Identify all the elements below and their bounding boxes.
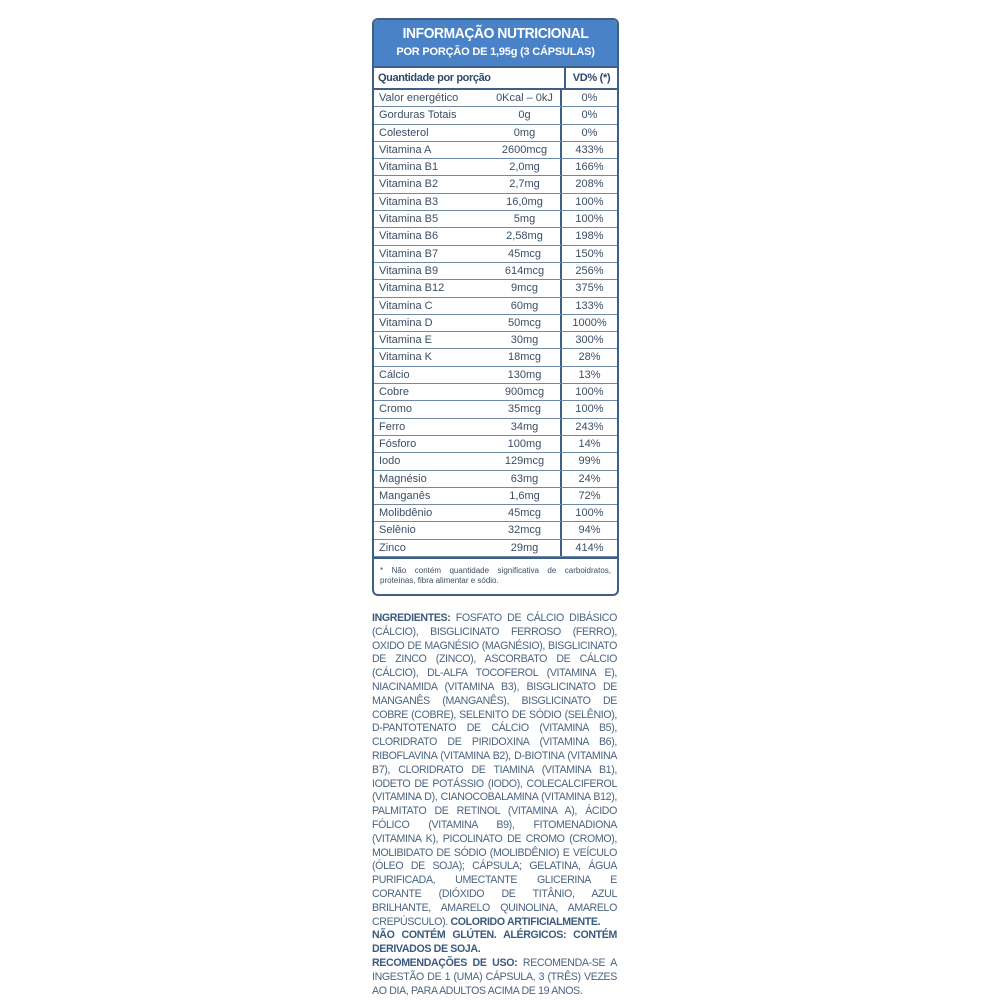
nutrient-name: Vitamina B7 — [379, 247, 439, 260]
serving-size: POR PORÇÃO DE 1,95g (3 CÁPSULAS) — [396, 46, 595, 58]
nutrient-vd: 100% — [575, 195, 604, 208]
nutrient-quantity: 2,7mg — [489, 176, 562, 192]
nutrient-vd: 100% — [575, 386, 604, 399]
nutrient-row — [374, 384, 617, 401]
nutrient-quantity: 0Kcal – 0kJ — [489, 90, 562, 106]
nutrient-name: Vitamina C — [379, 299, 433, 312]
nutrient-vd: 24% — [578, 472, 601, 485]
nutrient-name: Manganês — [379, 489, 431, 502]
nutrient-quantity: 45mcg — [489, 505, 562, 521]
nutrient-vd: 94% — [578, 524, 601, 537]
nutrient-row — [374, 194, 617, 211]
nutrient-name: Vitamina B5 — [379, 213, 439, 226]
recommendation-text: RECOMENDA-SE A INGESTÃO DE 1 (UMA) CÁPSULA, 3 (TRÊS) VEZES AO DIA, PARA ADULTOS ACIMA DE 19 ANOS. — [372, 956, 617, 997]
nutrient-quantity: 129mcg — [489, 453, 562, 469]
nutrient-row — [374, 315, 617, 332]
nutrient-row — [374, 90, 617, 107]
nutrient-vd: 100% — [575, 507, 604, 520]
nutrient-row — [374, 471, 617, 488]
nutrient-row — [374, 401, 617, 418]
nutrient-name: Ferro — [379, 420, 406, 433]
allergens-text: NÃO CONTÉM GLÚTEN. ALÉRGICOS: CONTÉM DERIVADOS DE SOJA. — [372, 929, 617, 956]
ingredients-paragraph — [372, 612, 617, 929]
nutrient-vd: 208% — [575, 178, 604, 191]
nutrient-row — [374, 298, 617, 315]
nutrient-name: Fósforo — [379, 437, 417, 450]
nutrient-row — [374, 419, 617, 436]
nutrient-vd: 1000% — [572, 316, 607, 329]
nutrient-row — [374, 453, 617, 470]
nutrient-quantity: 0g — [489, 107, 562, 123]
nutrient-name: Vitamina D — [379, 316, 433, 329]
nutrient-rows — [374, 90, 617, 557]
nutrient-vd: 433% — [575, 143, 604, 156]
nutrient-vd: 99% — [578, 455, 601, 468]
nutrient-name: Vitamina B3 — [379, 195, 439, 208]
nutrient-row — [374, 505, 617, 522]
nutrient-quantity: 63mg — [489, 471, 562, 487]
quantity-column-header: Quantidade por porção — [374, 68, 566, 88]
nutrient-name: Iodo — [379, 455, 401, 468]
nutrient-vd: 133% — [575, 299, 604, 312]
nutrient-quantity: 100mg — [489, 436, 562, 452]
nutrient-row — [374, 280, 617, 297]
nutrient-name: Gorduras Totais — [379, 109, 457, 122]
nutrient-row — [374, 436, 617, 453]
nutrient-name: Zinco — [379, 541, 406, 554]
nutrient-vd: 414% — [575, 541, 604, 554]
nutrient-quantity: 130mg — [489, 367, 562, 383]
nutrient-name: Vitamina A — [379, 143, 432, 156]
nutrient-quantity: 900mcg — [489, 384, 562, 400]
nutrient-quantity: 32mcg — [489, 522, 562, 538]
nutrient-vd: 100% — [575, 213, 604, 226]
ingredients-block — [372, 612, 617, 998]
ingredients-text: FOSFATO DE CÁLCIO DIBÁSICO (CÁLCIO), BISGLICINATO FERROSO (FERRO), OXIDO DE MAGNÉSIO (MAGNÉSIO), BISGLICINATO DE ZINCO (ZINCO), ASCORBATO DE CÁLCIO (CÁLCIO), DL-ALFA TOCOFEROL (VITAMINA E), NIACINAMIDA (VITAMINA B3), BISGLICINATO DE MANGANÊS (MANGANÊS), BISGLICINATO DE COBRE (COBRE), SELENITO DE SÓDIO (SELÊNIO), D-PANTOTENATO DE CÁLCIO (VITAMINA B5), CLORIDRATO DE PIRIDOXINA (VITAMINA B6), RIBOFLAVINA (VITAMINA B2), D-BIOTINA (VITAMINA B7), CLORIDRATO DE TIAMINA (VITAMINA B1), IODETO DE POTÁSSIO (IODO), COLECALCIFEROL (VITAMINA D), CIANOCOBALAMINA (VITAMINA B12), PALMITATO DE RETINOL (VITAMINA A), ÁCIDO FÓLICO (VITAMINA B9), FITOMENADIONA (VITAMINA K), PICOLINATO DE CROMO (CROMO), MOLIBIDATO DE SÓDIO (MOLIBDÊNIO) E VEÍCULO (ÓLEO DE SOJA); CÁPSULA; GELATINA, ÁGUA PURIFICADA, UMECTANTE GLICERINA E CORANTE (DIÓXIDO DE TITÂNIO, AZUL BRILHANTE, AMARELO QUINOLINA, AMARELO CREPÚSCULO). — [372, 612, 617, 928]
nutrient-vd: 0% — [581, 109, 598, 122]
nutrient-row — [374, 540, 617, 557]
vd-column-header: VD% (*) — [572, 72, 611, 84]
nutrient-quantity: 2,58mg — [489, 228, 562, 244]
column-header — [374, 68, 617, 90]
nutrient-quantity: 30mg — [489, 332, 562, 348]
nutrient-row — [374, 159, 617, 176]
nutrient-vd: 243% — [575, 420, 604, 433]
nutrient-name: Cobre — [379, 386, 409, 399]
nutrient-row — [374, 522, 617, 539]
footnote: * Não contém quantidade significativa de carboidratos, proteínas, fibra alimentar e sódio. — [374, 557, 617, 586]
nutrient-quantity: 5mg — [489, 211, 562, 227]
nutrient-quantity: 2,0mg — [489, 159, 562, 175]
nutrient-row — [374, 367, 617, 384]
nutrient-quantity: 0mg — [489, 125, 562, 141]
nutrient-row — [374, 107, 617, 124]
nutrient-vd: 72% — [578, 489, 601, 502]
nutrient-quantity: 35mcg — [489, 401, 562, 417]
nutrient-quantity: 1,6mg — [489, 488, 562, 504]
nutrient-quantity: 60mg — [489, 298, 562, 314]
nutrient-row — [374, 263, 617, 280]
nutrient-name: Vitamina B6 — [379, 230, 439, 243]
nutrient-quantity: 614mcg — [489, 263, 562, 279]
nutrient-name: Vitamina K — [379, 351, 432, 364]
nutrient-name: Molibdênio — [379, 507, 433, 520]
nutrient-quantity: 16,0mg — [489, 194, 562, 210]
nutrient-row — [374, 125, 617, 142]
nutrient-row — [374, 332, 617, 349]
nutrition-title: INFORMAÇÃO NUTRICIONAL — [402, 25, 589, 42]
nutrient-vd: 256% — [575, 264, 604, 277]
nutrient-quantity: 9mcg — [489, 280, 562, 296]
nutrient-name: Colesterol — [379, 126, 429, 139]
nutrient-name: Magnésio — [379, 472, 427, 485]
nutrition-facts-panel — [372, 18, 619, 596]
nutrient-vd: 0% — [581, 92, 598, 104]
nutrient-name: Valor energético — [379, 92, 459, 104]
nutrient-vd: 28% — [578, 351, 601, 364]
nutrient-row — [374, 488, 617, 505]
nutrient-name: Vitamina B2 — [379, 178, 439, 191]
nutrient-name: Vitamina B9 — [379, 264, 439, 277]
nutrient-row — [374, 142, 617, 159]
nutrient-vd: 375% — [575, 282, 604, 295]
nutrient-vd: 14% — [578, 437, 601, 450]
nutrient-row — [374, 349, 617, 366]
nutrient-name: Vitamina B1 — [379, 161, 439, 174]
nutrient-row — [374, 228, 617, 245]
nutrient-row — [374, 211, 617, 228]
nutrient-quantity: 45mcg — [489, 246, 562, 262]
recommendation-paragraph — [372, 957, 617, 998]
nutrient-name: Cromo — [379, 403, 413, 416]
nutrient-vd: 100% — [575, 403, 604, 416]
nutrient-row — [374, 176, 617, 193]
recommendation-label: RECOMENDAÇÕES DE USO: — [372, 956, 518, 969]
nutrient-quantity: 34mg — [489, 419, 562, 435]
nutrient-row — [374, 246, 617, 263]
nutrient-vd: 166% — [575, 161, 604, 174]
nutrient-vd: 0% — [581, 126, 598, 139]
nutrient-name: Cálcio — [379, 368, 410, 381]
nutrient-vd: 150% — [575, 247, 604, 260]
nutrient-name: Vitamina E — [379, 334, 432, 347]
nutrient-quantity: 50mcg — [489, 315, 562, 331]
colorido-text: COLORIDO ARTIFICIALMENTE. — [450, 915, 601, 928]
nutrient-quantity: 2600mcg — [489, 142, 562, 158]
nutrition-header — [374, 20, 617, 68]
nutrient-name: Vitamina B12 — [379, 282, 445, 295]
nutrient-quantity: 18mcg — [489, 349, 562, 365]
nutrient-vd: 13% — [578, 368, 601, 381]
nutrient-name: Selênio — [379, 524, 416, 537]
nutrient-quantity: 29mg — [489, 540, 562, 556]
nutrient-vd: 300% — [575, 334, 604, 347]
nutrient-vd: 198% — [575, 230, 604, 243]
ingredients-label: INGREDIENTES: — [372, 612, 451, 624]
